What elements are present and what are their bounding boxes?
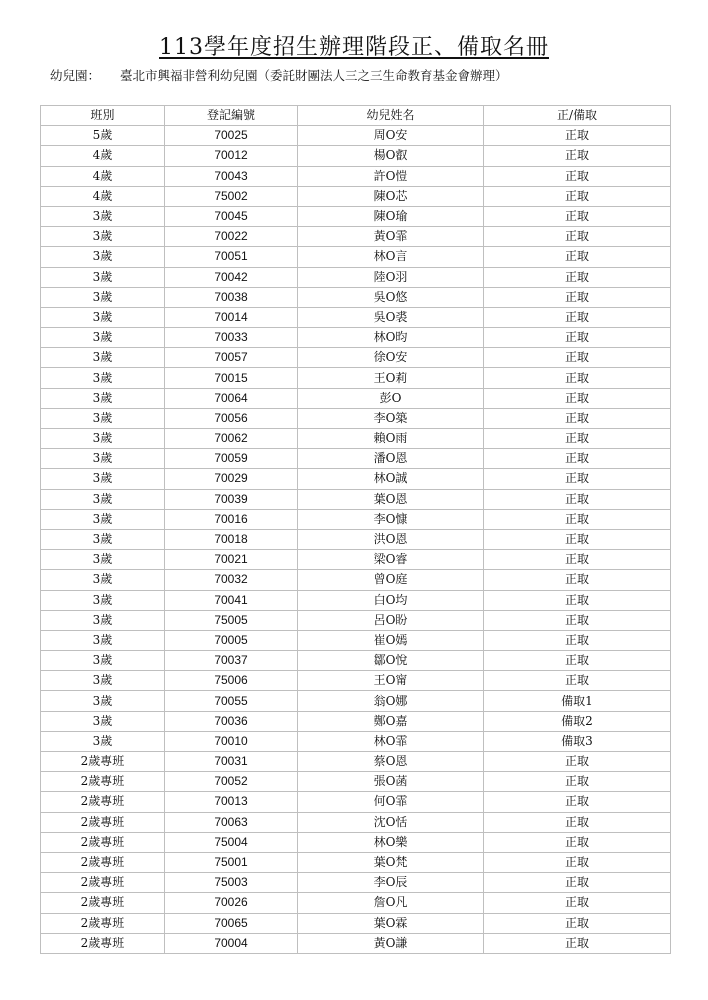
child-name-cell: 林O誠 (298, 469, 484, 489)
table-row (41, 509, 671, 529)
admission-status-cell: 正取 (484, 368, 671, 388)
registration-number-cell: 70051 (165, 247, 298, 267)
table-row (41, 449, 671, 469)
admission-status-cell: 正取 (484, 893, 671, 913)
admission-status-cell: 正取 (484, 630, 671, 650)
child-name-cell: 黃O霏 (298, 227, 484, 247)
child-name-cell: 林O樂 (298, 832, 484, 852)
table-row (41, 933, 671, 953)
child-name-cell: 梁O睿 (298, 550, 484, 570)
admission-status-cell: 備取1 (484, 691, 671, 711)
class-cell: 3歲 (41, 630, 165, 650)
table-row (41, 550, 671, 570)
child-name-cell: 林O昀 (298, 328, 484, 348)
kindergarten-name: 臺北市興福非營利幼兒園（委託財團法人三之三生命教育基金會辦理） (120, 68, 508, 83)
child-name-cell: 曾O庭 (298, 570, 484, 590)
registration-number-cell: 70018 (165, 529, 298, 549)
child-name-cell: 葉O霖 (298, 913, 484, 933)
kindergarten-label: 幼兒園： (50, 68, 101, 83)
child-name-cell: 蔡O恩 (298, 752, 484, 772)
admission-status-cell: 正取 (484, 671, 671, 691)
child-name-cell: 李O辰 (298, 873, 484, 893)
table-row (41, 186, 671, 206)
class-cell: 3歲 (41, 449, 165, 469)
admission-status-cell: 正取 (484, 469, 671, 489)
class-cell: 3歲 (41, 388, 165, 408)
registration-number-cell: 75002 (165, 186, 298, 206)
admission-status-cell: 備取2 (484, 711, 671, 731)
header-admission-status: 正/備取 (484, 106, 671, 126)
table-row (41, 832, 671, 852)
registration-number-cell: 70064 (165, 388, 298, 408)
child-name-cell: 鄭O嘉 (298, 711, 484, 731)
admission-status-cell: 正取 (484, 489, 671, 509)
child-name-cell: 王O莉 (298, 368, 484, 388)
class-cell: 3歲 (41, 529, 165, 549)
admission-status-cell: 正取 (484, 752, 671, 772)
class-cell: 4歲 (41, 146, 165, 166)
registration-number-cell: 70037 (165, 651, 298, 671)
registration-number-cell: 70039 (165, 489, 298, 509)
admission-status-cell: 正取 (484, 247, 671, 267)
class-cell: 3歲 (41, 711, 165, 731)
registration-number-cell: 70036 (165, 711, 298, 731)
child-name-cell: 張O菡 (298, 772, 484, 792)
class-cell: 3歲 (41, 267, 165, 287)
admission-status-cell: 正取 (484, 570, 671, 590)
table-row (41, 772, 671, 792)
class-cell: 2歲專班 (41, 893, 165, 913)
registration-number-cell: 70022 (165, 227, 298, 247)
registration-number-cell: 70031 (165, 752, 298, 772)
class-cell: 3歲 (41, 550, 165, 570)
class-cell: 2歲專班 (41, 852, 165, 872)
class-cell: 2歲專班 (41, 792, 165, 812)
page-title: 113學年度招生辦理階段正、備取名冊 (159, 35, 549, 60)
class-cell: 3歲 (41, 368, 165, 388)
class-cell: 3歲 (41, 570, 165, 590)
registration-number-cell: 70042 (165, 267, 298, 287)
child-name-cell: 李O慷 (298, 509, 484, 529)
registration-number-cell: 75003 (165, 873, 298, 893)
admission-status-cell: 正取 (484, 873, 671, 893)
registration-number-cell: 70026 (165, 893, 298, 913)
table-row (41, 529, 671, 549)
admission-status-cell: 正取 (484, 388, 671, 408)
class-cell: 4歲 (41, 166, 165, 186)
child-name-cell: 李O築 (298, 408, 484, 428)
table-row (41, 731, 671, 751)
registration-number-cell: 70057 (165, 348, 298, 368)
table-row (41, 651, 671, 671)
header-row (41, 106, 671, 126)
child-name-cell: 詹O凡 (298, 893, 484, 913)
admission-status-cell: 正取 (484, 772, 671, 792)
table-row (41, 711, 671, 731)
admission-status-cell: 正取 (484, 792, 671, 812)
registration-number-cell: 70065 (165, 913, 298, 933)
table-row (41, 590, 671, 610)
child-name-cell: 翁O娜 (298, 691, 484, 711)
child-name-cell: 白O均 (298, 590, 484, 610)
header-class: 班別 (41, 106, 165, 126)
registration-number-cell: 70014 (165, 307, 298, 327)
registration-number-cell: 70021 (165, 550, 298, 570)
child-name-cell: 葉O恩 (298, 489, 484, 509)
table-row (41, 570, 671, 590)
registration-number-cell: 70038 (165, 287, 298, 307)
class-cell: 3歲 (41, 651, 165, 671)
registration-number-cell: 75006 (165, 671, 298, 691)
child-name-cell: 楊O叡 (298, 146, 484, 166)
child-name-cell: 彭O (298, 388, 484, 408)
admission-status-cell: 正取 (484, 449, 671, 469)
registration-number-cell: 70004 (165, 933, 298, 953)
admission-status-cell: 正取 (484, 348, 671, 368)
registration-number-cell: 70012 (165, 146, 298, 166)
class-cell: 3歲 (41, 509, 165, 529)
admission-status-cell: 正取 (484, 913, 671, 933)
admission-status-cell: 正取 (484, 126, 671, 146)
child-name-cell: 呂O盼 (298, 610, 484, 630)
table-row (41, 610, 671, 630)
child-name-cell: 洪O恩 (298, 529, 484, 549)
table-row (41, 852, 671, 872)
child-name-cell: 何O霏 (298, 792, 484, 812)
admission-status-cell: 正取 (484, 832, 671, 852)
admission-status-cell: 正取 (484, 651, 671, 671)
child-name-cell: 陳O芯 (298, 186, 484, 206)
child-name-cell: 賴O雨 (298, 429, 484, 449)
registration-number-cell: 75005 (165, 610, 298, 630)
registration-number-cell: 70015 (165, 368, 298, 388)
registration-number-cell: 70032 (165, 570, 298, 590)
table-row (41, 227, 671, 247)
table-row (41, 287, 671, 307)
roster-body (41, 126, 671, 954)
child-name-cell: 王O甯 (298, 671, 484, 691)
table-row (41, 913, 671, 933)
registration-number-cell: 70005 (165, 630, 298, 650)
admission-status-cell: 正取 (484, 408, 671, 428)
child-name-cell: 崔O嫣 (298, 630, 484, 650)
table-row (41, 348, 671, 368)
admission-status-cell: 正取 (484, 852, 671, 872)
registration-number-cell: 70025 (165, 126, 298, 146)
class-cell: 3歲 (41, 227, 165, 247)
registration-number-cell: 70045 (165, 206, 298, 226)
table-row (41, 752, 671, 772)
admission-status-cell: 正取 (484, 509, 671, 529)
child-name-cell: 周O安 (298, 126, 484, 146)
admission-status-cell: 正取 (484, 933, 671, 953)
registration-number-cell: 70059 (165, 449, 298, 469)
class-cell: 3歲 (41, 328, 165, 348)
admission-status-cell: 正取 (484, 610, 671, 630)
registration-number-cell: 75001 (165, 852, 298, 872)
child-name-cell: 陸O羽 (298, 267, 484, 287)
admission-status-cell: 正取 (484, 550, 671, 570)
admission-status-cell: 正取 (484, 812, 671, 832)
child-name-cell: 鄒O悅 (298, 651, 484, 671)
registration-number-cell: 70055 (165, 691, 298, 711)
class-cell: 3歲 (41, 247, 165, 267)
table-row (41, 267, 671, 287)
table-row (41, 247, 671, 267)
child-name-cell: 陳O瑜 (298, 206, 484, 226)
table-row (41, 873, 671, 893)
admission-status-cell: 正取 (484, 267, 671, 287)
child-name-cell: 林O言 (298, 247, 484, 267)
admission-status-cell: 正取 (484, 287, 671, 307)
class-cell: 3歲 (41, 307, 165, 327)
registration-number-cell: 70029 (165, 469, 298, 489)
registration-number-cell: 70062 (165, 429, 298, 449)
admission-status-cell: 正取 (484, 529, 671, 549)
admission-status-cell: 正取 (484, 227, 671, 247)
table-row (41, 691, 671, 711)
admission-status-cell: 正取 (484, 328, 671, 348)
table-row (41, 671, 671, 691)
class-cell: 3歲 (41, 691, 165, 711)
class-cell: 2歲專班 (41, 873, 165, 893)
class-cell: 3歲 (41, 206, 165, 226)
header-registration-number: 登記編號 (165, 106, 298, 126)
table-row (41, 126, 671, 146)
child-name-cell: 潘O恩 (298, 449, 484, 469)
class-cell: 3歲 (41, 429, 165, 449)
child-name-cell: 徐O安 (298, 348, 484, 368)
registration-number-cell: 70056 (165, 408, 298, 428)
registration-number-cell: 70041 (165, 590, 298, 610)
class-cell: 3歲 (41, 610, 165, 630)
class-cell: 3歲 (41, 469, 165, 489)
admission-status-cell: 正取 (484, 307, 671, 327)
header-child-name: 幼兒姓名 (298, 106, 484, 126)
table-row (41, 166, 671, 186)
admission-status-cell: 正取 (484, 166, 671, 186)
class-cell: 2歲專班 (41, 752, 165, 772)
child-name-cell: 葉O梵 (298, 852, 484, 872)
registration-number-cell: 75004 (165, 832, 298, 852)
table-row (41, 893, 671, 913)
child-name-cell: 吳O悠 (298, 287, 484, 307)
child-name-cell: 林O霏 (298, 731, 484, 751)
table-row (41, 630, 671, 650)
table-row (41, 368, 671, 388)
class-cell: 3歲 (41, 348, 165, 368)
class-cell: 2歲專班 (41, 933, 165, 953)
table-row (41, 469, 671, 489)
child-name-cell: 許O愷 (298, 166, 484, 186)
registration-number-cell: 70033 (165, 328, 298, 348)
registration-number-cell: 70013 (165, 792, 298, 812)
table-row (41, 388, 671, 408)
registration-number-cell: 70043 (165, 166, 298, 186)
table-row (41, 812, 671, 832)
roster-table (40, 105, 671, 954)
admission-status-cell: 備取3 (484, 731, 671, 751)
admission-status-cell: 正取 (484, 206, 671, 226)
class-cell: 3歲 (41, 408, 165, 428)
admission-status-cell: 正取 (484, 590, 671, 610)
child-name-cell: 吳O裘 (298, 307, 484, 327)
registration-number-cell: 70016 (165, 509, 298, 529)
child-name-cell: 沈O恬 (298, 812, 484, 832)
class-cell: 3歲 (41, 489, 165, 509)
class-cell: 3歲 (41, 590, 165, 610)
class-cell: 3歲 (41, 287, 165, 307)
class-cell: 2歲專班 (41, 913, 165, 933)
class-cell: 5歲 (41, 126, 165, 146)
admission-status-cell: 正取 (484, 429, 671, 449)
table-row (41, 206, 671, 226)
admission-status-cell: 正取 (484, 186, 671, 206)
table-row (41, 429, 671, 449)
class-cell: 4歲 (41, 186, 165, 206)
class-cell: 2歲專班 (41, 812, 165, 832)
registration-number-cell: 70010 (165, 731, 298, 751)
table-row (41, 408, 671, 428)
class-cell: 2歲專班 (41, 772, 165, 792)
table-row (41, 489, 671, 509)
registration-number-cell: 70063 (165, 812, 298, 832)
table-row (41, 307, 671, 327)
table-row (41, 146, 671, 166)
table-row (41, 328, 671, 348)
admission-status-cell: 正取 (484, 146, 671, 166)
registration-number-cell: 70052 (165, 772, 298, 792)
class-cell: 3歲 (41, 671, 165, 691)
class-cell: 3歲 (41, 731, 165, 751)
class-cell: 2歲專班 (41, 832, 165, 852)
child-name-cell: 黃O謙 (298, 933, 484, 953)
table-row (41, 792, 671, 812)
kindergarten-line (50, 68, 508, 84)
